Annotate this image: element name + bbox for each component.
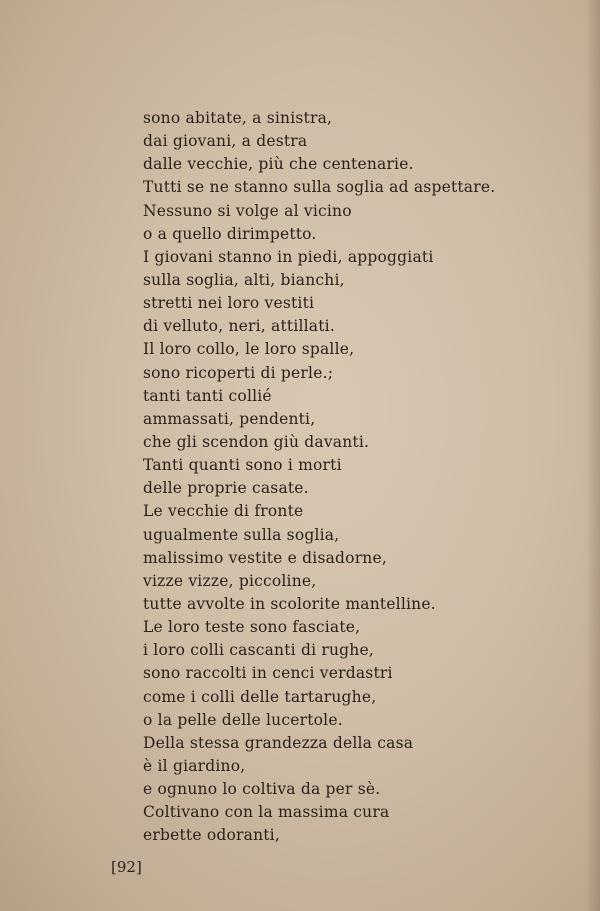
poem-line: Le loro teste sono fasciate,	[143, 618, 361, 637]
poem-line: delle proprie casate.	[143, 479, 309, 498]
poem-text	[143, 107, 563, 848]
poem-line: è il giardino,	[143, 756, 246, 775]
poem-line: i loro colli cascanti di rughe,	[143, 641, 374, 660]
poem-line: stretti nei loro vestiti	[143, 294, 315, 313]
poem-line: Il loro collo, le loro spalle,	[143, 340, 355, 359]
poem-line: Nessuno si volge al vicino	[143, 201, 352, 220]
poem-line: sono raccolti in cenci verdastri	[143, 664, 393, 683]
poem-line: come i colli delle tartarughe,	[143, 687, 377, 706]
poem-line: Le vecchie di fronte	[143, 502, 304, 521]
poem-line: ugualmente sulla soglia,	[143, 525, 340, 544]
poem-line: tutte avvolte in scolorite mantelline.	[143, 594, 436, 613]
poem-line: I giovani stanno in piedi, appoggiati	[143, 247, 434, 266]
poem-line: Coltivano con la massima cura	[143, 803, 390, 822]
poem-line: dalle vecchie, più che centenarie.	[143, 155, 414, 174]
poem-line: o a quello dirimpetto.	[143, 224, 317, 243]
poem-line: vizze vizze, piccoline,	[143, 571, 317, 590]
poem-line: malissimo vestite e disadorne,	[143, 548, 387, 567]
poem-line: sulla soglia, alti, bianchi,	[143, 270, 345, 289]
poem-line: che gli scendon giù davanti.	[143, 432, 370, 451]
poem-line: Della stessa grandezza della casa	[143, 733, 414, 752]
poem-line: erbette odoranti,	[143, 826, 280, 845]
poem-line: tanti tanti collié	[143, 386, 272, 405]
poem-line: e ognuno lo coltiva da per sè.	[143, 780, 381, 799]
poem-line: ammassati, pendenti,	[143, 409, 316, 428]
poem-line: Tanti quanti sono i morti	[143, 456, 342, 475]
poem-line: di velluto, neri, attillati.	[143, 317, 335, 336]
poem-line: Tutti se ne stanno sulla soglia ad aspettare.	[143, 178, 496, 197]
poem-line: dai giovani, a destra	[143, 132, 308, 151]
poem-line: sono abitate, a sinistra,	[143, 109, 333, 127]
poem-line: sono ricoperti di perle.;	[143, 363, 334, 382]
poem-line: o la pelle delle lucertole.	[143, 710, 343, 729]
page-number: [92]	[111, 858, 142, 876]
